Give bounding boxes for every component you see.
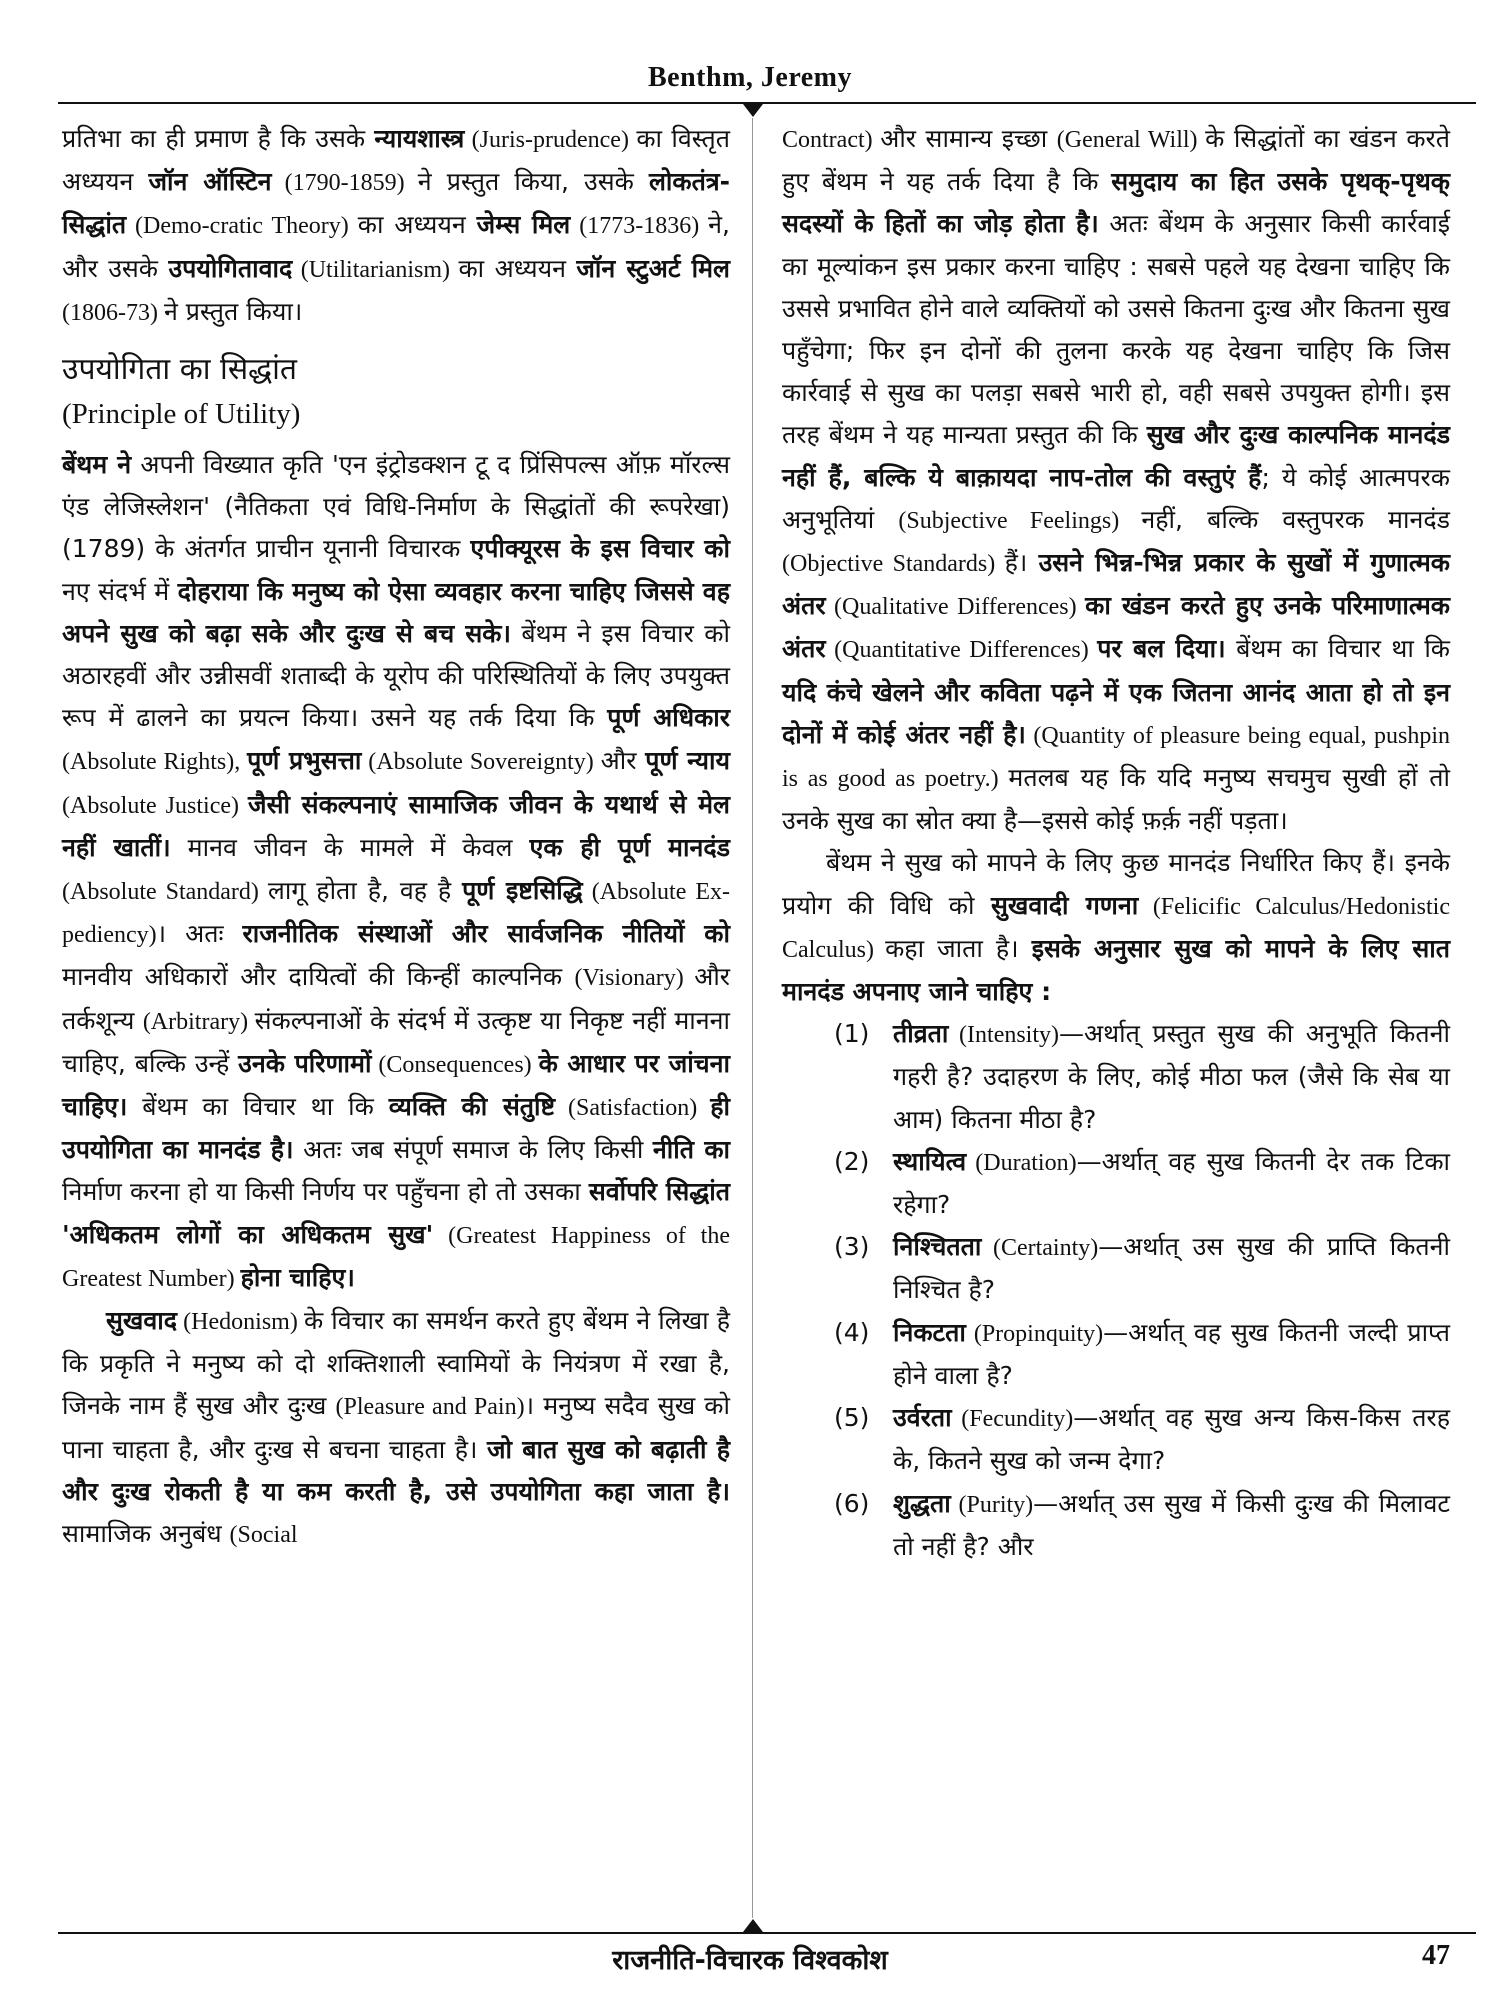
left-paragraph-1 bbox=[62, 118, 730, 334]
text: मानवीय अधिकारों और दायित्वों की किन्हीं काल्पनिक bbox=[62, 962, 575, 992]
list-number: (3) bbox=[834, 1232, 870, 1262]
text: बेंथम ने सुख को मापने के लिए कुछ मानदंड निर्धारित किए हैं। इनके प्रयोग की विधि को bbox=[782, 848, 1450, 920]
bold-text: लोकतंत्र-सिद्धांत bbox=[62, 167, 730, 240]
english-term: (Absolute Sovereignty) bbox=[361, 749, 601, 776]
bold-text: पूर्ण अधिकार bbox=[607, 703, 730, 733]
bold-text: जॉन स्टुअर्ट मिल bbox=[576, 253, 730, 283]
bold-text: इसके अनुसार सुख को मापने के लिए सात मानदंड अपनाए जाने चाहिए : bbox=[782, 933, 1450, 1007]
right-paragraph-1 bbox=[782, 118, 1450, 842]
text: मतलब यह कि यदि मनुष्य सचमुच सुखी हों तो उनके सुख का स्रोत क्या है—इससे कोई फ़र्क़ नहीं पड़ता। bbox=[782, 763, 1450, 836]
english-term: (Absolute Standard) bbox=[62, 879, 268, 906]
text: का अध्ययन bbox=[357, 210, 477, 240]
bold-text: ही उपयोगिता का मानदंड है। bbox=[62, 1092, 731, 1165]
bold-text: जो बात सुख को बढ़ाती है और दुःख रोकती है या कम करती है, उसे उपयोगिता कहा जाता है। bbox=[62, 1434, 730, 1506]
bold-text: होना चाहिए। bbox=[240, 1262, 355, 1292]
english-term: (Intensity) bbox=[948, 1022, 1060, 1049]
english-term: (Quantitative Differences) bbox=[825, 637, 1098, 664]
top-rule-marker bbox=[743, 104, 763, 117]
criteria-list bbox=[782, 1013, 1450, 1568]
list-number: (2) bbox=[834, 1146, 870, 1176]
bottom-rule-marker bbox=[743, 1919, 763, 1932]
bold-text: सुखवाद bbox=[106, 1306, 178, 1336]
list-term: स्थायित्व bbox=[893, 1146, 967, 1176]
english-term: (Hedonism) bbox=[177, 1309, 304, 1336]
english-term: (Objective Standards) bbox=[782, 551, 1005, 578]
running-header: Benthm, Jeremy bbox=[648, 62, 852, 93]
text: का विस्तृत अध्ययन bbox=[62, 124, 730, 197]
english-term: (1806-73) bbox=[62, 299, 164, 326]
list-number: (6) bbox=[834, 1488, 870, 1518]
bold-text: पूर्ण इष्टसिद्धि bbox=[462, 876, 583, 906]
text: बेंथम का विचार था कि bbox=[127, 1092, 389, 1122]
right-column bbox=[782, 118, 1450, 1568]
text: ने प्रस्तुत किया। bbox=[163, 296, 303, 326]
section-heading bbox=[62, 348, 730, 436]
english-term: (Fecundity) bbox=[951, 1406, 1074, 1433]
english-term: (Absolute Ex-pediency) bbox=[62, 879, 730, 949]
list-text: —अर्थात् प्रस्तुत सुख की अनुभूति कितनी गहरी है? उदाहरण के लिए, कोई मीठा फल (जैसे कि सेब या आम) कितना मीठा है? bbox=[893, 1019, 1450, 1134]
english-term: (Satisfaction) bbox=[555, 1095, 711, 1122]
text: के सिद्धांतों का खंडन करते हुए बेंथम ने यह तर्क दिया है कि bbox=[782, 124, 1451, 197]
bold-text: उसने भिन्न-भिन्न प्रकार के सुखों में गुणात्मक अंतर bbox=[782, 548, 1451, 621]
bold-text: पूर्ण प्रभुसत्ता bbox=[247, 746, 362, 776]
bold-text: सुख और दुःख काल्पनिक मानदंड नहीं हैं, बल्कि ये बाक़ायदा नाप-तोल की वस्तुएं हैं bbox=[782, 420, 1450, 492]
english-term: (Qualitative Differences) bbox=[825, 594, 1086, 621]
english-term: (Arbitrary) bbox=[142, 1008, 255, 1035]
bold-text: उनके परिणामों bbox=[238, 1048, 372, 1078]
bold-text: सुखवादी गणना bbox=[990, 890, 1139, 920]
bold-text: जेम्स मिल bbox=[476, 210, 571, 240]
english-term: (Duration) bbox=[966, 1149, 1077, 1176]
text: नए संदर्भ में bbox=[62, 576, 178, 606]
left-column bbox=[62, 118, 730, 1556]
list-item bbox=[782, 1013, 1450, 1141]
text: संकल्पनाओं के संदर्भ में उत्कृष्ट या निकृष्ट नहीं मानना चाहिए, बल्कि उन्हें bbox=[62, 1005, 730, 1078]
bold-text: का खंडन करते हुए उनके परिमाणात्मक अंतर bbox=[782, 591, 1451, 664]
text: । अतः bbox=[156, 919, 243, 949]
english-term: (Consequences) bbox=[371, 1051, 539, 1078]
bold-text: राजनीतिक संस्थाओं और सार्वजनिक नीतियों को bbox=[242, 919, 730, 949]
english-term: (Utilitarianism) bbox=[292, 256, 459, 283]
english-term: (Social bbox=[229, 1522, 298, 1549]
text: ; ये कोई आत्मपरक अनुभूतियां bbox=[782, 462, 1450, 534]
list-text: —अर्थात् उस सुख में किसी दुःख की मिलावट तो नहीं है? और bbox=[893, 1488, 1450, 1561]
bold-text: पूर्ण न्याय bbox=[645, 746, 731, 776]
text: और bbox=[600, 746, 646, 776]
list-text: —अर्थात् वह सुख कितनी देर तक टिका रहेगा? bbox=[893, 1146, 1450, 1220]
english-term: (Absolute Rights), bbox=[62, 749, 248, 776]
text: सामाजिक अनुबंध bbox=[62, 1519, 230, 1549]
english-term: (Propinquity) bbox=[965, 1320, 1104, 1347]
english-term: (Visionary) bbox=[574, 965, 695, 992]
english-term: (1773-1836) bbox=[570, 213, 709, 240]
text: बेंथम ने इस विचार को अठारहवीं और उन्नीसवीं शताब्दी के यूरोप की परिस्थितियों के लिए उपयुक्त रूप में ढालने का प्रयत्न किया। उसने यह तर्क दिया कि bbox=[62, 618, 730, 733]
list-item bbox=[782, 1483, 1450, 1568]
left-paragraph-3 bbox=[62, 1300, 730, 1556]
list-term: निकटता bbox=[893, 1317, 966, 1347]
list-item bbox=[782, 1312, 1450, 1397]
list-number: (4) bbox=[834, 1317, 870, 1347]
bold-text: जॉन ऑस्टिन bbox=[148, 167, 272, 197]
bold-text: के आधार पर जांचना चाहिए। bbox=[62, 1048, 730, 1122]
text: अतः जब संपूर्ण समाज के लिए किसी bbox=[293, 1135, 653, 1165]
text: और सामान्य इच्छा bbox=[880, 124, 1057, 153]
list-term: उर्वरता bbox=[893, 1403, 952, 1433]
bold-text: बेंथम ने bbox=[62, 450, 132, 480]
bold-text: सर्वोपरि सिद्धांत 'अधिकतम लोगों का अधिकतम सुख' bbox=[62, 1177, 730, 1249]
text: बेंथम का विचार था कि bbox=[1225, 634, 1451, 664]
text: कहा जाता है। bbox=[885, 933, 1032, 963]
english-term: (1790-1859) bbox=[271, 170, 418, 197]
text: प्रतिभा का ही प्रमाण है कि उसके bbox=[62, 124, 375, 153]
english-term: (Greatest Happiness of the Greatest Number) bbox=[62, 1222, 731, 1292]
text: का अध्ययन bbox=[458, 253, 577, 283]
list-text: —अर्थात् वह सुख कितनी जल्दी प्राप्त होने वाला है? bbox=[893, 1317, 1450, 1390]
english-term: (Certainty) bbox=[981, 1235, 1099, 1262]
text: और तर्कशून्य bbox=[62, 962, 730, 1035]
bold-text: व्यक्ति की संतुष्टि bbox=[388, 1092, 556, 1122]
heading-hindi: उपयोगिता का सिद्धांत bbox=[62, 352, 297, 388]
bold-text: उपयोगितावाद bbox=[168, 253, 293, 283]
text: मानव जीवन के मामले में केवल bbox=[170, 832, 530, 862]
english-term: (General Will) bbox=[1056, 127, 1206, 153]
bold-text: एक ही पूर्ण मानदंड bbox=[529, 832, 730, 862]
bottom-rule bbox=[58, 1932, 1476, 1934]
top-rule bbox=[58, 102, 1476, 104]
list-text: —अर्थात् वह सुख अन्य किस-किस तरह के, कितने सुख को जन्म देगा? bbox=[893, 1403, 1450, 1476]
text: नहीं, बल्कि वस्तुपरक मानदंड bbox=[1141, 504, 1451, 534]
running-footer: राजनीति-विचारक विश्वकोश bbox=[612, 1945, 888, 1976]
right-paragraph-2 bbox=[782, 842, 1450, 1013]
text: ने, और उसके bbox=[62, 210, 730, 283]
english-term: (Pleasure and Pain) bbox=[335, 1394, 525, 1421]
list-item bbox=[782, 1397, 1450, 1482]
list-term: शुद्धता bbox=[893, 1488, 951, 1518]
text: ने प्रस्तुत किया, उसके bbox=[417, 167, 649, 197]
english-term: (Absolute Justice) bbox=[62, 792, 249, 819]
english-term: (Quantity of pleasure being equal, pushpin is as good as poetry.) bbox=[782, 722, 1450, 793]
list-term: निश्चितता bbox=[893, 1232, 982, 1262]
bold-text: दोहराया कि मनुष्य को ऐसा व्यवहार करना चाहिए जिससे वह अपने सुख को बढ़ा सके और दुःख से बच सके। bbox=[62, 576, 730, 648]
list-term: तीव्रता bbox=[893, 1019, 949, 1049]
english-term: (Purity) bbox=[950, 1491, 1034, 1518]
list-number: (1) bbox=[834, 1019, 870, 1049]
text: अपनी विख्यात कृति 'एन इंट्रोडक्शन टू द प्रिंसिपल्स ऑफ़ मॉरल्स एंड लेजिस्लेशन' (नैतिकता एवं विधि-निर्माण के सिद्धांतों की रूपरेखा) (1789) के अंतर्गत प्राचीन यूनानी विचारक bbox=[62, 450, 730, 564]
bold-text: नीति का bbox=[652, 1135, 730, 1165]
list-item bbox=[782, 1141, 1450, 1226]
bold-text: न्यायशास्त्र bbox=[374, 124, 465, 153]
bold-text: पर बल दिया। bbox=[1097, 634, 1226, 664]
text: । मनुष्य सदैव सुख को पाना चाहता है, और दुःख से बचना चाहता है। bbox=[62, 1391, 730, 1464]
english-term: (Juris-prudence) bbox=[464, 127, 637, 153]
column-divider bbox=[752, 118, 753, 1918]
page-number: 47 bbox=[1422, 1940, 1450, 1971]
heading-english: (Principle of Utility) bbox=[62, 398, 301, 431]
english-term: (Demo-cratic Theory) bbox=[126, 213, 358, 240]
list-number: (5) bbox=[834, 1403, 870, 1433]
english-term: (Subjective Feelings) bbox=[898, 507, 1142, 534]
left-paragraph-2 bbox=[62, 444, 730, 1300]
text: निर्माण करना हो या किसी निर्णय पर पहुँचना हो तो उसका bbox=[62, 1177, 589, 1207]
bold-text: एपीक्यूरस के इस विचार को bbox=[470, 534, 730, 564]
text: के विचार का समर्थन करते हुए बेंथम ने लिखा है कि प्रकृति ने मनुष्य को दो शक्तिशाली स्वामियों के नियंत्रण में रखा है, जिनके नाम हैं सुख और दुःख bbox=[62, 1306, 730, 1421]
text: लागू होता है, वह है bbox=[267, 876, 463, 906]
text: अतः बेंथम के अनुसार किसी कार्रवाई का मूल्यांकन इस प्रकार करना चाहिए : सबसे पहले यह देखना चाहिए कि उससे प्रभावित होने वाले व्यक्तियों को उससे कितना दुःख और कितना सुख पहुँचेगा; फिर इन दोनों की तुलना करके यह देखना चाहिए कि जिस कार्रवाई से सुख का पलड़ा सबसे भारी हो, वही सबसे उपयुक्त होगी। इस तरह बेंथम ने यह मान्यता प्रस्तुत की कि bbox=[782, 209, 1450, 450]
english-term: Contract) bbox=[782, 127, 881, 153]
bold-text: यदि कंचे खेलने और कविता पढ़ने में एक जितना आनंद आता हो तो इन दोनों में कोई अंतर नहीं है। bbox=[782, 677, 1450, 749]
bold-text: समुदाय का हित उसके पृथक्-पृथक् सदस्यों के हितों का जोड़ होता है। bbox=[782, 167, 1450, 239]
text: हैं। bbox=[1004, 548, 1039, 578]
bold-text: जैसी संकल्पनाएं सामाजिक जीवन के यथार्थ से मेल नहीं खातीं। bbox=[62, 789, 730, 862]
english-term: (Felicific Calculus/Hedonistic Calculus) bbox=[782, 893, 1450, 963]
list-item bbox=[782, 1226, 1450, 1311]
list-text: —अर्थात् उस सुख की प्राप्ति कितनी निश्चित है? bbox=[893, 1232, 1450, 1305]
